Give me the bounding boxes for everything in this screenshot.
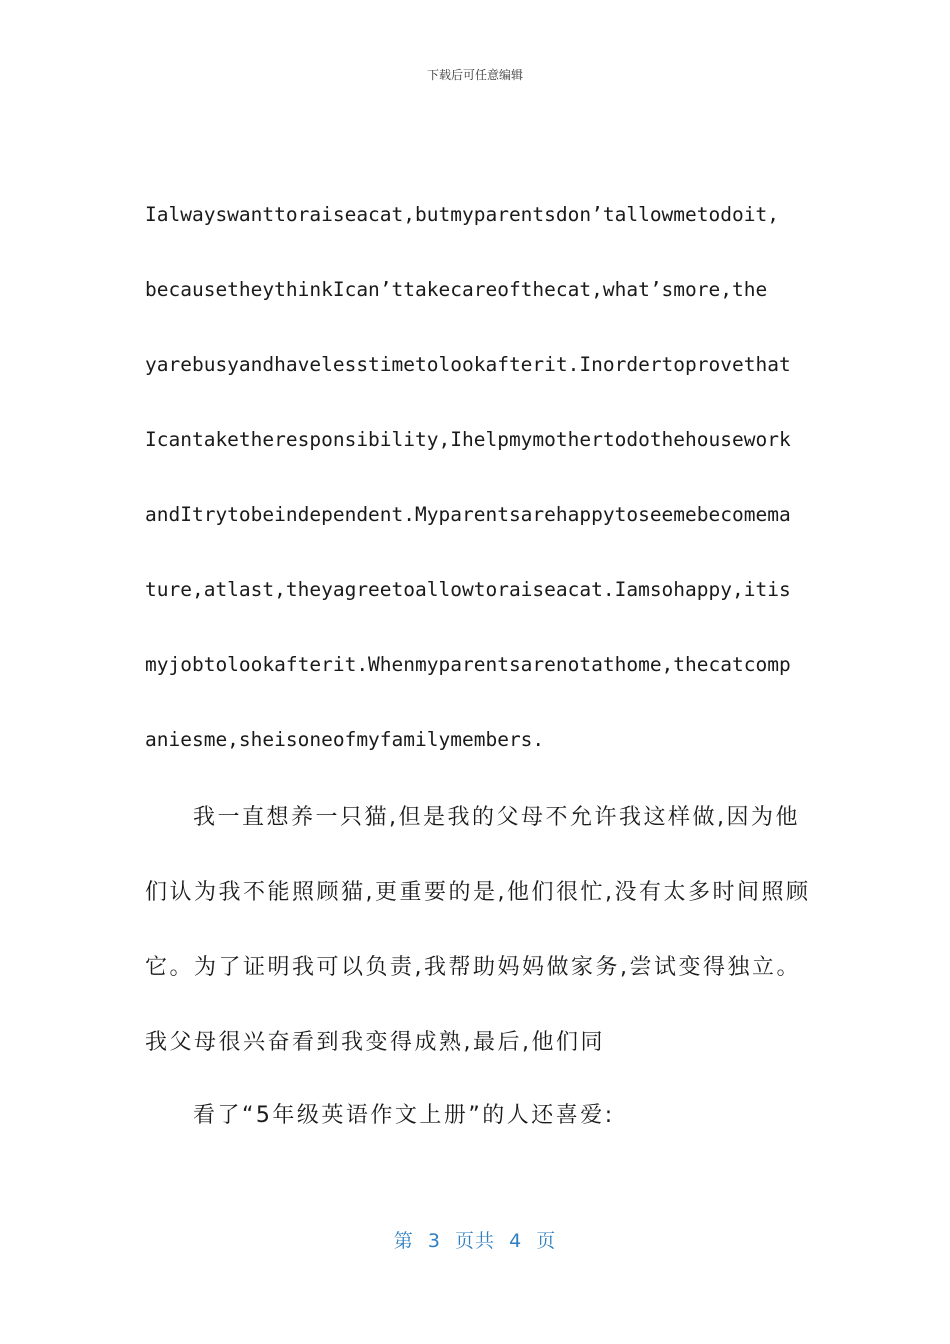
page-number: 第 3 页共 4 页	[393, 1230, 557, 1252]
related-heading: 看了“5年级英语作文上册”的人还喜爱:	[193, 1103, 615, 1128]
english-line: Ialwayswanttoraiseacat,butmyparentsdon’tallowmetodoit,	[145, 203, 779, 226]
english-line: andItrytobeindependent.Myparentsarehappytoseemebecomema	[145, 503, 791, 526]
english-line: ture,atlast,theyagreetoallowtoraiseacat.Iamsohappy,itis	[145, 578, 791, 601]
english-line: becausetheythinkIcan’ttakecareofthecat,what’smore,the	[145, 278, 768, 301]
chinese-line: 我一直想养一只猫,但是我的父母不允许我这样做,因为他	[193, 805, 800, 830]
chinese-line: 们认为我不能照顾猫,更重要的是,他们很忙,没有太多时间照顾	[145, 880, 811, 905]
chinese-line: 我父母很兴奋看到我变得成熟,最后,他们同	[145, 1030, 605, 1055]
english-line: yarebusyandhavelesstimetolookafterit.Inordertoprovethat	[145, 353, 791, 376]
english-line: Icantaketheresponsibility,Ihelpmymothertodothehousework	[145, 428, 791, 451]
english-line: aniesme,sheisoneofmyfamilymembers.	[145, 728, 545, 751]
header-note: 下载后可任意编辑	[426, 68, 523, 82]
english-line: myjobtolookafterit.Whenmyparentsarenotathome,thecatcomp	[145, 653, 791, 676]
english-paragraph	[145, 203, 825, 803]
chinese-line: 它。为了证明我可以负责,我帮助妈妈做家务,尝试变得独立。	[145, 955, 801, 980]
chinese-paragraph	[145, 805, 825, 1055]
